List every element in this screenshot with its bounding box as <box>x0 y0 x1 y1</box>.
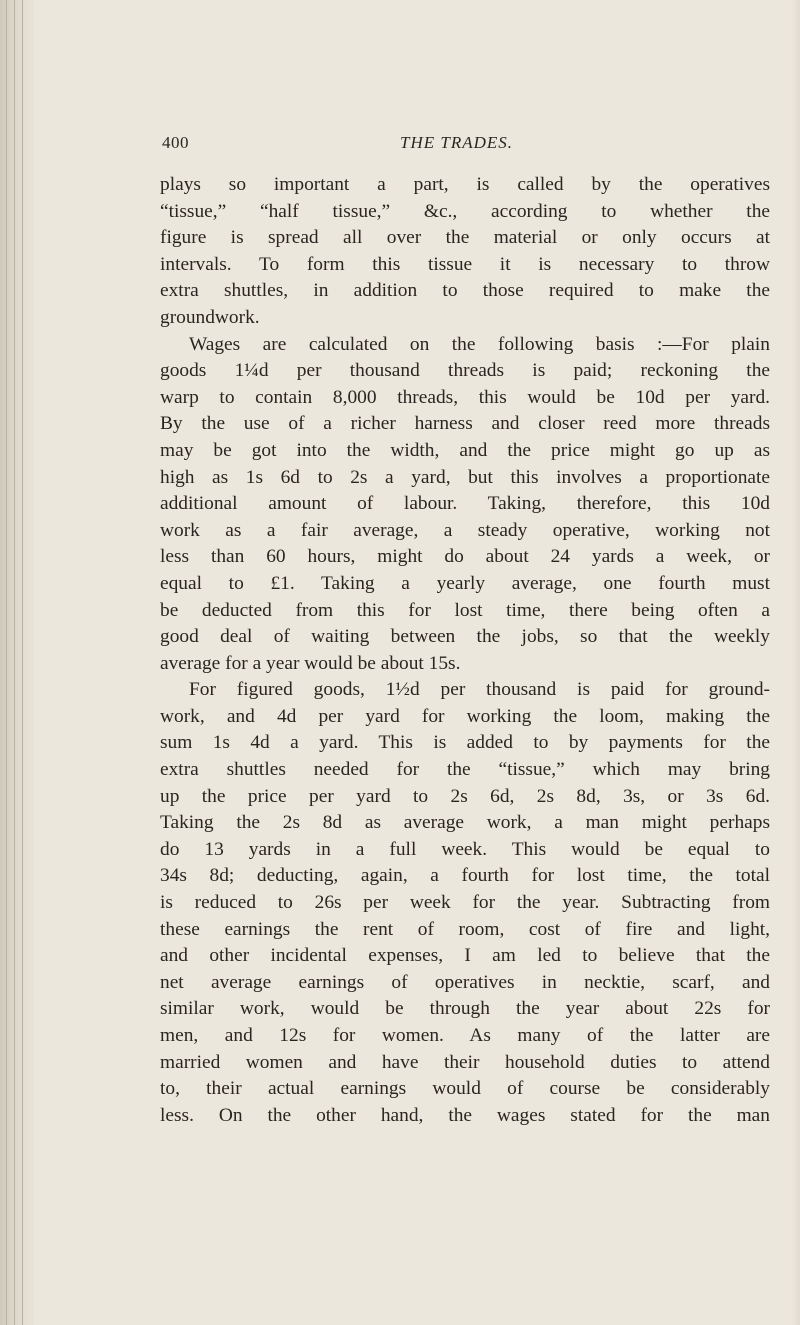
text-line: these earnings the rent of room, cost of fire and light, <box>160 918 770 940</box>
text-line: married women and have their household duties to attend <box>160 1051 770 1073</box>
text-line: work as a fair average, a steady operative, working not <box>160 519 770 541</box>
text-line: groundwork. <box>160 306 260 328</box>
text-line: warp to contain 8,000 threads, this would be 10d per yard. <box>160 386 770 408</box>
text-line: 34s 8d; deducting, again, a fourth for lost time, the total <box>160 865 770 887</box>
text-line: figure is spread all over the material or only occurs at <box>160 227 770 249</box>
text-line: plays so important a part, is called by the operatives <box>160 174 770 195</box>
text-line: high as 1s 6d to 2s a yard, but this involves a proportionate <box>160 466 770 488</box>
text-line: net average earnings of operatives in necktie, scarf, and <box>160 971 770 993</box>
text-line: work, and 4d per yard for working the loom, making the <box>160 705 770 727</box>
text-line: men, and 12s for women. As many of the latter are <box>160 1025 770 1046</box>
text-line: to, their actual earnings would of course be considerably <box>160 1078 770 1100</box>
text-line: less than 60 hours, might do about 24 yards a week, or <box>160 546 770 568</box>
text-line: do 13 yards in a full week. This would be equal to <box>160 838 770 860</box>
text-line: less. On the other hand, the wages stated for the man <box>160 1104 770 1126</box>
text-line: “tissue,” “half tissue,” &c., according to whether the <box>160 200 770 222</box>
text-line: be deducted from this for lost time, there being often a <box>160 599 770 621</box>
text-line: and other incidental expenses, I am led to believe that the <box>160 945 770 967</box>
text-line: average for a year would be about 15s. <box>160 652 461 674</box>
book-page <box>160 133 770 1129</box>
text-line: Wages are calculated on the following basis :—For plain <box>189 333 770 355</box>
text-line: equal to £1. Taking a yearly average, one fourth must <box>160 572 770 594</box>
running-title: THE TRADES. <box>400 133 513 152</box>
text-line: may be got into the width, and the price might go up as <box>160 439 770 461</box>
text-line: extra shuttles, in addition to those required to make the <box>160 280 770 302</box>
binding-line <box>22 0 23 1325</box>
text-line: similar work, would be through the year about 22s for <box>160 998 770 1020</box>
text-line: sum 1s 4d a yard. This is added to by payments for the <box>160 732 770 754</box>
text-line: up the price per yard to 2s 6d, 2s 8d, 3s, or 3s 6d. <box>160 785 770 807</box>
text-line: By the use of a richer harness and closer reed more threads <box>160 413 770 435</box>
text-line: good deal of waiting between the jobs, so that the weekly <box>160 626 770 648</box>
text-line: intervals. To form this tissue it is necessary to throw <box>160 253 770 275</box>
page-header <box>160 133 770 163</box>
text-line: Taking the 2s 8d as average work, a man might perhaps <box>160 812 770 834</box>
text-line: is reduced to 26s per week for the year. Subtracting from <box>160 892 770 914</box>
body-text <box>160 172 770 1129</box>
text-line: additional amount of labour. Taking, therefore, this 10d <box>160 493 770 515</box>
page-number: 400 <box>162 133 189 152</box>
text-line: goods 1¼d per thousand threads is paid; reckoning the <box>160 360 770 382</box>
text-line: For figured goods, 1½d per thousand is paid for ground- <box>189 679 770 701</box>
binding-line <box>14 0 15 1325</box>
text-line: extra shuttles needed for the “tissue,” which may bring <box>160 759 770 781</box>
binding-line <box>6 0 7 1325</box>
page-edge <box>792 0 800 1325</box>
